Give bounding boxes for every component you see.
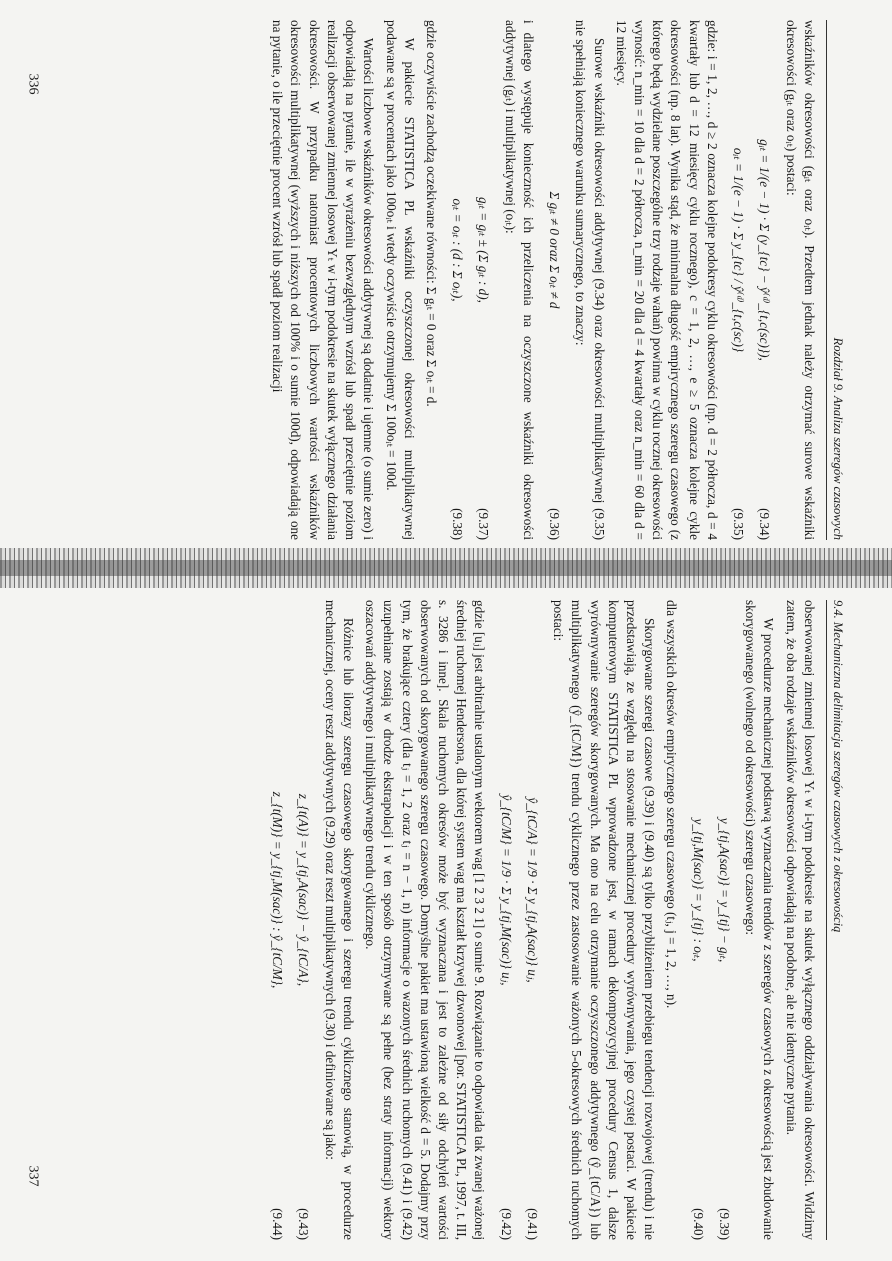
- equation-expression: ŷ_{tC/M} = 1/9 · Σ y_{tj,M(sac)} uⱼ,: [498, 794, 514, 986]
- equation-expression: gᵢₜ = 1/(e − 1) · Σ (y_{tc} − ŷ⁽ᵈ⁾_{t,c(sc)}),: [757, 139, 773, 361]
- paragraph: gdzie oczywiście zachodzą oczekiwane równości: Σ gᵢₜ = 0 oraz Σ oᵢₜ = d.: [424, 20, 440, 407]
- paragraph: Wartości liczbowe wskaźników okresowości addytywnej są dodatnie i ujemne (o sumie zero) i odpowiadają na pytanie, ile w wyrażeniu bezwzględnym wzrósł lub spadł przeciętnie poziom realizacji obserwowanej zmiennej losowej Yₜ w i-tym podokresie na skutek wyłącznego działania okresowości. W przypadku natomiast procentowych liczbowych wartości wskaźników okresowości multiplikatywnej (wyższych i niższych od 100% i o sumie 100d), odpowiadają one na pytanie, o ile przeciętnie procent wzrósł lub spadł poziom realizacji: [270, 20, 377, 540]
- running-head: 9.4. Mechaniczna delimitacja szeregów czasowych z okresowością: [826, 600, 846, 1240]
- paragraph: obserwowanej zmiennej losowej Yₜ w i-tym podokresie na skutek wyłącznego oddziaływania okresowości. Widzimy zatem, że oba rodzaje wskaźników okresowości odpowiadają na podobne, ale nie identyczne pytania.: [783, 600, 817, 1240]
- equation-number: (9.35): [731, 508, 747, 540]
- equation-expression: z_{t(A)} = y_{tj,A(sac)} − ŷ_{tC/A},: [296, 793, 312, 987]
- equation: [688, 600, 706, 1240]
- equation-expression: Σ gᵢₜ ≠ 0 oraz Σ oᵢₜ ≠ d: [547, 191, 563, 309]
- equation-number: (9.37): [476, 508, 492, 540]
- equation-expression: ŷ_{tC/A} = 1/9 · Σ y_{tj,A(sac)} uⱼ,: [524, 797, 540, 983]
- equation-number: (9.43): [296, 1208, 312, 1240]
- equation-expression: y_{tj,M(sac)} = y_{tj} : oᵢₜ,: [690, 818, 706, 962]
- paragraph: Surowe wskaźniki okresowości addytywnej (9.34) oraz okresowości multiplikatywnej (9.35) nie spełniają koniecznego warunku sumarycznego, to znaczy:: [573, 20, 607, 540]
- paragraph: Skorygowane szeregi czasowe (9.39) i (9.40) są tylko przybliżeniem przebiegu tendencji rozwojowej (trendu) i nie przedstawiają, ze względu na stosowanie mechanicznej procedury wyrównywania, jego czystej postaci. W pakiecie komputerowym STATISTICA PL wprowadzone jest, w ramach dekompozycyjnej procedury Census 1, dalsze wyrównywanie szeregów skorygowanych. Ma ono na celu otrzymanie oczyszczonego addytywnego (ŷ_{tC/A}) lub multiplikatywnego (ŷ_{tC/M}) trendu cyklicznego przez zastosowanie ważonych 5-okresowych średnich ruchomych postaci:: [551, 600, 658, 1240]
- equation-expression: y_{tj,A(sac)} = y_{tj} − gᵢₜ,: [716, 817, 732, 963]
- running-head: Rozdział 9. Analiza szeregów czasowych: [826, 20, 846, 540]
- equation: [715, 600, 733, 1240]
- page-337: [46, 600, 846, 1240]
- page-number: 336: [25, 73, 41, 95]
- equation: [545, 20, 563, 540]
- equation-number: (9.40): [690, 1208, 706, 1240]
- paragraph: gdzie: i = 1, 2, …, d ≥ 2 oznacza kolejne podokresy cyklu okresowości (np. d = 2 półrocza, d = 4 kwartały lub d = 12 miesięcy cyklu rocznego), c = 1, 2, …, e ≥ 5 oznacza kolejne cykle okresowości (np. 8 lat). Wynika stąd, że minimalna długość empirycznego szeregu czasowego (z którego będą wydzielane poszczególne trzy rodzaje wahań) powinna w cyklu rocznej okresowości wynosić: n_min = 10 dla d = 2 półrocza, n_min = 20 dla d = 4 kwartały oraz n_min = 60 dla d = 12 miesięcy.: [613, 20, 720, 540]
- equation-expression: oᵢₜ = oᵢₜ : (d : Σ oᵢₜ),: [450, 198, 466, 302]
- equation-number: (9.42): [498, 1208, 514, 1240]
- equation: [496, 600, 514, 1240]
- equation-number: (9.39): [716, 1208, 732, 1240]
- paragraph: dla wszystkich okresów empirycznego szeregu czasowego (tⱼ, j = 1, 2, …, n).: [664, 600, 680, 1009]
- equation-expression: z_{t(M)} = y_{tj,M(sac)} : ŷ_{tC/M},: [270, 791, 286, 989]
- equation: [729, 20, 747, 540]
- equation: [755, 20, 773, 540]
- paragraph: W procedurze mechanicznej podstawą wyznaczania trendów z szeregów czasowych z okresowością jest zbudowanie skorygowanego (wolnego od okresowości) szeregu czasowego:: [743, 600, 777, 1240]
- equation: [268, 600, 286, 1240]
- paragraph: gdzie [uⱼ] jest arbitralnie ustalonym wektorem wag [1 2 3 2 1] o sumie 9. Rozwiązanie to odpowiada tak zwanej ważonej średniej ruchomej Hendersona, dla której system wag ma kształt krzywej dzwonowej [por. STATISTICA PL, 1997, t. III, s. 3286 i inne]. Skala ruchomych okresów może być wyznaczana i jest to zależne od siły odchyleń wartości obserwowanych od skorygowanego szeregu czasowego. Domyślne pakiet ma ustawioną wielkość d = 5. Dodajmy przy tym, że brakujące cztery (dla tⱼ = 1, 2 oraz tⱼ = n − 1, n) informacje o wazonych średnich ruchomych (9.41) i (9.42) uzupełniane zostają w drodze ekstrapolacji i w ten sposób otrzymywane są pełne (bez straty informacji) wektory oszacowań addytywnego i multiplikatywnego trendu cyklicznego.: [363, 600, 488, 1240]
- equation-number: (9.41): [524, 1208, 540, 1240]
- equation-number: (9.38): [450, 508, 466, 540]
- paragraph: wskaźników okresowości (gᵢₜ oraz oᵢₜ). Przedtem jednak należy otrzymać surowe wskaźniki okresowości (gᵢₜ oraz oᵢₜ) postaci:: [783, 20, 817, 540]
- equation-number: (9.36): [547, 508, 563, 540]
- equation-number: (9.44): [270, 1208, 286, 1240]
- equation: [523, 600, 541, 1240]
- book-gutter: [0, 548, 892, 588]
- equation-expression: gᵢₜ = gᵢₜ ± (Σ gᵢₜ : d),: [476, 197, 492, 303]
- equation: [294, 600, 312, 1240]
- page-336: [46, 20, 846, 540]
- paragraph: i dlatego występuje konieczność ich przeliczenia na oczyszczone wskaźniki okresowości addytywnej (gᵢₜ) i multiplikatywnej (oᵢₜ):: [502, 20, 536, 540]
- equation-expression: oᵢₜ = 1/(e − 1) · Σ y_{tc} / ŷ⁽ᵈ⁾_{t,c(sc)}: [731, 147, 747, 353]
- equation: [448, 20, 466, 540]
- equation: [474, 20, 492, 540]
- equation-number: (9.34): [757, 508, 773, 540]
- page-number: 337: [25, 1165, 41, 1187]
- paragraph: Różnice lub ilorazy szeregu czasowego skorygowanego i szeregu trendu cyklicznego stanowią, w procedurze mechanicznej, oceny reszt addytywnych (9.29) oraz reszt multiplikatywnych (9.30) i definiowane są jako:: [322, 600, 356, 1240]
- paragraph: W pakiecie STATISTICA PL wskaźniki oczyszczonej okresowości multiplikatywnej podawane są w procentach jako 100oᵢₜ i wtedy oczywiście otrzymujemy Σ 100oᵢₜ = 100d.: [383, 20, 417, 540]
